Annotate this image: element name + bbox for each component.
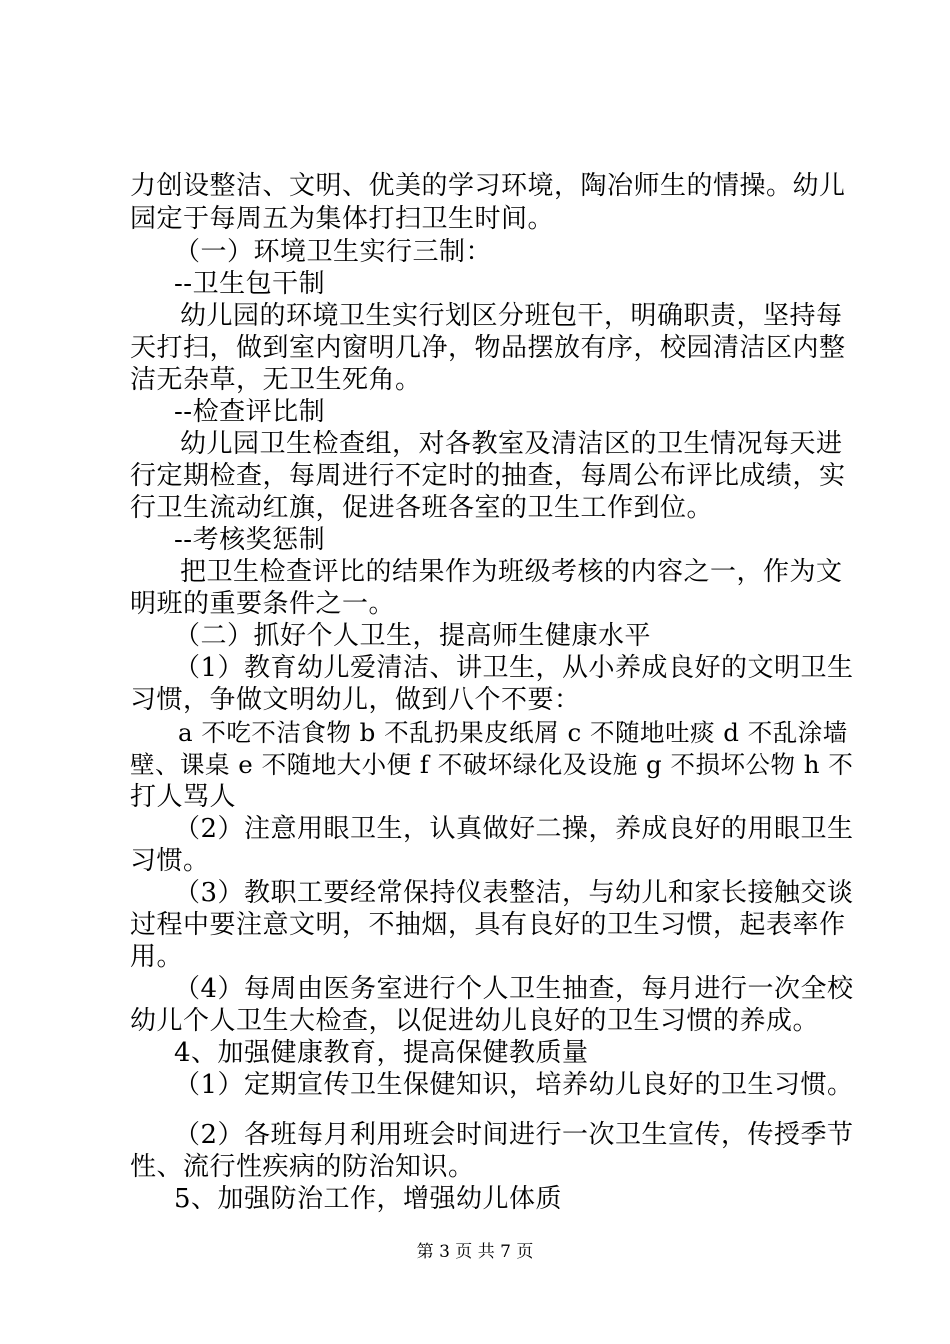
section-heading: 5、加强防治工作，增强幼儿体质	[174, 1184, 563, 1214]
subsection-heading: --考核奖惩制	[174, 525, 326, 555]
body-text-line: 性、流行性疾病的防治知识。	[130, 1152, 475, 1182]
subsection-heading: --检查评比制	[174, 397, 326, 427]
subsection-heading: --卫生包干制	[174, 269, 326, 299]
body-text-line: 幼儿园卫生检查组，对各教室及清洁区的卫生情况每天进	[180, 429, 843, 459]
body-text-line: （3）教职工要经常保持仪表整洁，与幼儿和家长接触交谈	[174, 878, 854, 908]
body-text-line: 行卫生流动红旗，促进各班各室的卫生工作到位。	[130, 493, 714, 523]
body-text-line: 习惯。	[130, 846, 210, 876]
body-text-line: 洁无杂草，无卫生死角。	[130, 365, 422, 395]
body-text-line: 打人骂人	[130, 782, 237, 812]
body-text-line: （1）定期宣传卫生保健知识，培养幼儿良好的卫生习惯。	[174, 1070, 854, 1100]
body-text-line: 天打扫，做到室内窗明几净，物品摆放有序，校园清洁区内整	[130, 333, 846, 363]
body-text-line: 园定于每周五为集体打扫卫生时间。	[130, 204, 555, 234]
body-text-line: （2）注意用眼卫生，认真做好二操，养成良好的用眼卫生	[174, 814, 854, 844]
body-text-line: 力创设整洁、文明、优美的学习环境，陶冶师生的情操。幼儿	[130, 171, 846, 201]
body-text-line: 把卫生检查评比的结果作为班级考核的内容之一，作为文	[180, 557, 843, 587]
body-text-line: 行定期检查，每周进行不定时的抽查，每周公布评比成绩，实	[130, 461, 846, 491]
body-text-line: 过程中要注意文明，不抽烟，具有良好的卫生习惯，起表率作	[130, 910, 846, 940]
body-text-line: 幼儿个人卫生大检查，以促进幼儿良好的卫生习惯的养成。	[130, 1006, 820, 1036]
section-heading: （二）抓好个人卫生，提高师生健康水平	[174, 621, 652, 651]
body-text-line: 壁、课桌 e 不随地大小便 f 不破坏绿化及设施 g 不损坏公物 h 不	[130, 750, 854, 779]
body-text-line: （4）每周由医务室进行个人卫生抽查，每月进行一次全校	[174, 974, 854, 1004]
body-text-line: （1）教育幼儿爱清洁、讲卫生，从小养成良好的文明卫生	[174, 653, 854, 683]
body-text-line: 习惯，争做文明幼儿，做到八个不要：	[130, 685, 581, 715]
body-text-line: 用。	[130, 942, 184, 972]
section-heading: 4、加强健康教育，提高保健教质量	[174, 1038, 589, 1068]
body-text-line: 幼儿园的环境卫生实行划区分班包干，明确职责，坚持每	[180, 301, 843, 331]
body-text-line: 明班的重要条件之一。	[130, 589, 396, 619]
page-number-footer: 第 3 页 共 7 页	[416, 1242, 534, 1262]
body-text-line: a 不吃不洁食物 b 不乱扔果皮纸屑 c 不随地吐痰 d 不乱涂墙	[178, 718, 848, 747]
body-text-line: （2）各班每月利用班会时间进行一次卫生宣传，传授季节	[174, 1120, 854, 1150]
section-heading: （一）环境卫生实行三制：	[174, 237, 493, 267]
